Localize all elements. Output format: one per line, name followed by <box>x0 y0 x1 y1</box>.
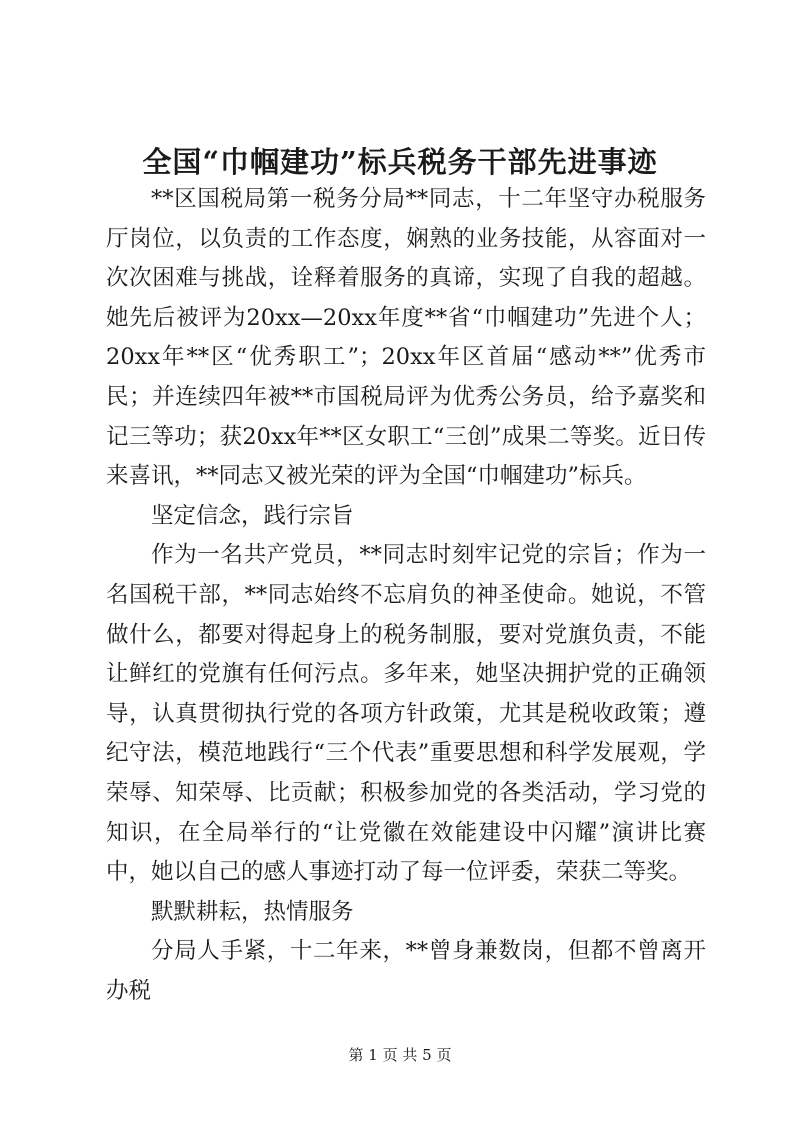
section-heading-service: 默默耕耘，热情服务 <box>151 898 354 925</box>
section-heading-belief: 坚定信念，践行宗旨 <box>151 502 354 529</box>
paragraph-service: 分局人手紧，十二年来，**曾身兼数岗，但都不曾离开办税 <box>106 938 706 1004</box>
page-number-footer: 第 1 页 共 5 页 <box>348 1046 452 1064</box>
paragraph-intro: **区国税局第一税务分局**同志，十二年坚守办税服务厅岗位，以负责的工作态度，娴熟的业务技能，从容面对一次次困难与挑战，诠释着服务的真谛，实现了自我的超越。她先后被评为20xx—20xx年度**省“巾帼建功”先进个人；20xx年**区“优秀职工”；20xx年区首届“感动**”优秀市民；并连续四年被**市国税局评为优秀公务员，给予嘉奖和记三等功；获20xx年**区女职工“三创”成果二等奖。近日传来喜讯，**同志又被光荣的评为全国“巾帼建功”标兵。 <box>106 186 706 490</box>
paragraph-belief: 作为一名共产党员，**同志时刻牢记党的宗旨；作为一名国税干部，**同志始终不忘肩负的神圣使命。她说，不管做什么，都要对得起身上的税务制服，要对党旗负责，不能让鲜红的党旗有任何污点。多年来，她坚决拥护党的正确领导，认真贯彻执行党的各项方针政策，尤其是税收政策；遵纪守法，模范地践行“三个代表”重要思想和科学发展观，学荣辱、知荣辱、比贡献；积极参加党的各类活动，学习党的知识，在全局举行的“让党徽在效能建设中闪耀”演讲比赛中，她以自己的感人事迹打动了每一位评委，荣获二等奖。 <box>106 542 706 886</box>
document-title: 全国“巾帼建功”标兵税务干部先进事迹 <box>142 145 658 179</box>
document-body <box>106 180 706 1011</box>
